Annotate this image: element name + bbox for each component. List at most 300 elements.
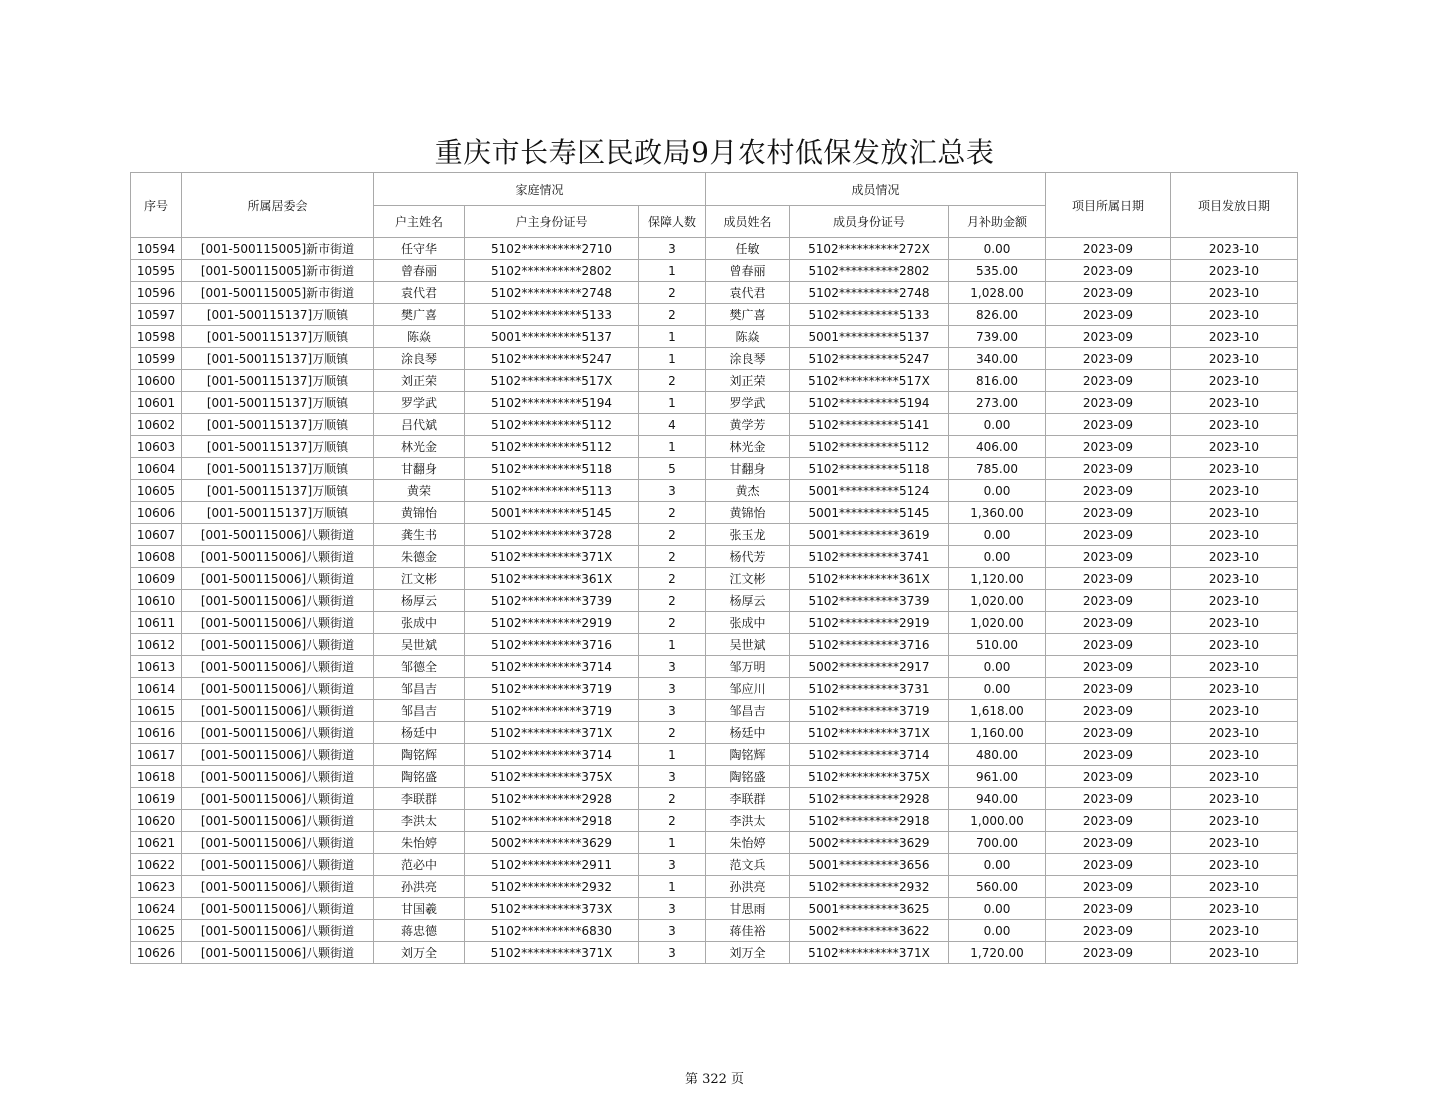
head-name-cell: 刘万全 [374,942,465,964]
committee-cell: [001-500115006]八颗街道 [182,612,374,634]
head-name-cell: 朱德金 [374,546,465,568]
issue-date-cell: 2023-10 [1171,348,1298,370]
issue-date-cell: 2023-10 [1171,568,1298,590]
table-row [131,722,1298,744]
seq-cell: 10602 [131,414,182,436]
member-id-cell: 5102**********272X [790,238,949,260]
seq-cell: 10605 [131,480,182,502]
head-id-cell: 5102**********361X [465,568,639,590]
head-name-cell: 曾春丽 [374,260,465,282]
table-row [131,612,1298,634]
table-row [131,414,1298,436]
committee-cell: [001-500115137]万顺镇 [182,370,374,392]
issue-date-cell: 2023-10 [1171,898,1298,920]
committee-cell: [001-500115006]八颗街道 [182,744,374,766]
member-id-cell: 5102**********2918 [790,810,949,832]
issue-date-cell: 2023-10 [1171,370,1298,392]
issue-date-cell: 2023-10 [1171,238,1298,260]
header-member-id: 成员身份证号 [790,206,949,238]
committee-cell: [001-500115137]万顺镇 [182,392,374,414]
seq-cell: 10607 [131,524,182,546]
member-id-cell: 5002**********3629 [790,832,949,854]
member-name-cell: 李洪太 [706,810,790,832]
head-id-cell: 5102**********3719 [465,678,639,700]
issue-date-cell: 2023-10 [1171,744,1298,766]
member-name-cell: 刘正荣 [706,370,790,392]
seq-cell: 10600 [131,370,182,392]
issue-date-cell: 2023-10 [1171,480,1298,502]
table-row [131,766,1298,788]
head-name-cell: 林光金 [374,436,465,458]
table-row [131,832,1298,854]
head-id-cell: 5102**********375X [465,766,639,788]
member-name-cell: 林光金 [706,436,790,458]
member-name-cell: 黄锦怡 [706,502,790,524]
member-id-cell: 5102**********5118 [790,458,949,480]
head-name-cell: 陶铭盛 [374,766,465,788]
covered-count-cell: 2 [639,524,706,546]
covered-count-cell: 2 [639,810,706,832]
covered-count-cell: 2 [639,612,706,634]
head-id-cell: 5102**********2911 [465,854,639,876]
head-name-cell: 樊广喜 [374,304,465,326]
head-name-cell: 涂良琴 [374,348,465,370]
member-name-cell: 樊广喜 [706,304,790,326]
table-row [131,854,1298,876]
seq-cell: 10614 [131,678,182,700]
head-id-cell: 5102**********517X [465,370,639,392]
member-name-cell: 黄杰 [706,480,790,502]
issue-date-cell: 2023-10 [1171,524,1298,546]
item-date-cell: 2023-09 [1046,854,1171,876]
head-id-cell: 5102**********5133 [465,304,639,326]
covered-count-cell: 2 [639,502,706,524]
monthly-amount-cell: 0.00 [949,480,1046,502]
seq-cell: 10621 [131,832,182,854]
head-id-cell: 5102**********5118 [465,458,639,480]
member-id-cell: 5001**********5137 [790,326,949,348]
committee-cell: [001-500115005]新市街道 [182,238,374,260]
item-date-cell: 2023-09 [1046,370,1171,392]
covered-count-cell: 2 [639,590,706,612]
item-date-cell: 2023-09 [1046,920,1171,942]
monthly-amount-cell: 406.00 [949,436,1046,458]
table-row [131,524,1298,546]
member-name-cell: 杨厚云 [706,590,790,612]
covered-count-cell: 1 [639,260,706,282]
item-date-cell: 2023-09 [1046,392,1171,414]
issue-date-cell: 2023-10 [1171,634,1298,656]
item-date-cell: 2023-09 [1046,612,1171,634]
committee-cell: [001-500115006]八颗街道 [182,722,374,744]
monthly-amount-cell: 535.00 [949,260,1046,282]
head-name-cell: 范必中 [374,854,465,876]
table-row [131,304,1298,326]
member-id-cell: 5102**********3739 [790,590,949,612]
header-member-group: 成员情况 [706,173,1046,206]
head-name-cell: 罗学武 [374,392,465,414]
member-id-cell: 5102**********5194 [790,392,949,414]
header-covered-count: 保障人数 [639,206,706,238]
seq-cell: 10603 [131,436,182,458]
item-date-cell: 2023-09 [1046,898,1171,920]
member-id-cell: 5102**********3719 [790,700,949,722]
committee-cell: [001-500115137]万顺镇 [182,458,374,480]
item-date-cell: 2023-09 [1046,458,1171,480]
monthly-amount-cell: 940.00 [949,788,1046,810]
committee-cell: [001-500115006]八颗街道 [182,634,374,656]
covered-count-cell: 4 [639,414,706,436]
item-date-cell: 2023-09 [1046,590,1171,612]
covered-count-cell: 3 [639,656,706,678]
covered-count-cell: 3 [639,942,706,964]
monthly-amount-cell: 340.00 [949,348,1046,370]
seq-cell: 10609 [131,568,182,590]
monthly-amount-cell: 1,618.00 [949,700,1046,722]
head-name-cell: 吕代斌 [374,414,465,436]
monthly-amount-cell: 826.00 [949,304,1046,326]
item-date-cell: 2023-09 [1046,942,1171,964]
issue-date-cell: 2023-10 [1171,502,1298,524]
covered-count-cell: 1 [639,392,706,414]
monthly-amount-cell: 0.00 [949,546,1046,568]
head-name-cell: 张成中 [374,612,465,634]
head-name-cell: 邹昌吉 [374,678,465,700]
member-id-cell: 5001**********3625 [790,898,949,920]
member-name-cell: 曾春丽 [706,260,790,282]
monthly-amount-cell: 1,000.00 [949,810,1046,832]
table-row [131,876,1298,898]
head-id-cell: 5102**********2748 [465,282,639,304]
header-item-date: 项目所属日期 [1046,173,1171,238]
member-id-cell: 5102**********361X [790,568,949,590]
member-id-cell: 5102**********5112 [790,436,949,458]
head-name-cell: 蒋忠德 [374,920,465,942]
issue-date-cell: 2023-10 [1171,414,1298,436]
committee-cell: [001-500115006]八颗街道 [182,942,374,964]
monthly-amount-cell: 816.00 [949,370,1046,392]
head-name-cell: 吴世斌 [374,634,465,656]
member-id-cell: 5001**********3619 [790,524,949,546]
item-date-cell: 2023-09 [1046,502,1171,524]
committee-cell: [001-500115006]八颗街道 [182,832,374,854]
seq-cell: 10594 [131,238,182,260]
head-id-cell: 5002**********3629 [465,832,639,854]
member-id-cell: 5102**********3741 [790,546,949,568]
head-id-cell: 5102**********2928 [465,788,639,810]
member-name-cell: 张玉龙 [706,524,790,546]
monthly-amount-cell: 0.00 [949,414,1046,436]
table-row [131,700,1298,722]
issue-date-cell: 2023-10 [1171,788,1298,810]
monthly-amount-cell: 0.00 [949,898,1046,920]
committee-cell: [001-500115006]八颗街道 [182,524,374,546]
header-committee: 所属居委会 [182,173,374,238]
item-date-cell: 2023-09 [1046,876,1171,898]
committee-cell: [001-500115006]八颗街道 [182,546,374,568]
committee-cell: [001-500115006]八颗街道 [182,920,374,942]
seq-cell: 10597 [131,304,182,326]
covered-count-cell: 1 [639,876,706,898]
member-name-cell: 范文兵 [706,854,790,876]
issue-date-cell: 2023-10 [1171,590,1298,612]
member-name-cell: 罗学武 [706,392,790,414]
committee-cell: [001-500115006]八颗街道 [182,656,374,678]
item-date-cell: 2023-09 [1046,326,1171,348]
head-name-cell: 袁代君 [374,282,465,304]
head-id-cell: 5001**********5145 [465,502,639,524]
page-number: 第 322 页 [684,1072,745,1087]
member-name-cell: 邹万明 [706,656,790,678]
covered-count-cell: 3 [639,920,706,942]
member-id-cell: 5002**********3622 [790,920,949,942]
covered-count-cell: 1 [639,436,706,458]
item-date-cell: 2023-09 [1046,656,1171,678]
item-date-cell: 2023-09 [1046,546,1171,568]
member-name-cell: 张成中 [706,612,790,634]
table-row [131,678,1298,700]
member-name-cell: 吴世斌 [706,634,790,656]
header-head-name: 户主姓名 [374,206,465,238]
item-date-cell: 2023-09 [1046,810,1171,832]
monthly-amount-cell: 0.00 [949,656,1046,678]
member-id-cell: 5102**********3731 [790,678,949,700]
covered-count-cell: 2 [639,568,706,590]
head-id-cell: 5102**********5113 [465,480,639,502]
table-row [131,920,1298,942]
committee-cell: [001-500115137]万顺镇 [182,436,374,458]
monthly-amount-cell: 510.00 [949,634,1046,656]
committee-cell: [001-500115005]新市街道 [182,282,374,304]
member-id-cell: 5102**********5247 [790,348,949,370]
head-id-cell: 5102**********5112 [465,414,639,436]
table-row [131,282,1298,304]
member-id-cell: 5001**********3656 [790,854,949,876]
monthly-amount-cell: 480.00 [949,744,1046,766]
committee-cell: [001-500115006]八颗街道 [182,766,374,788]
head-id-cell: 5102**********5112 [465,436,639,458]
committee-cell: [001-500115006]八颗街道 [182,568,374,590]
covered-count-cell: 2 [639,282,706,304]
member-name-cell: 任敏 [706,238,790,260]
committee-cell: [001-500115005]新市街道 [182,260,374,282]
monthly-amount-cell: 700.00 [949,832,1046,854]
issue-date-cell: 2023-10 [1171,700,1298,722]
member-id-cell: 5102**********5133 [790,304,949,326]
issue-date-cell: 2023-10 [1171,326,1298,348]
head-id-cell: 5102**********3728 [465,524,639,546]
table-row [131,810,1298,832]
covered-count-cell: 3 [639,700,706,722]
header-family-group: 家庭情况 [374,173,706,206]
table-row [131,656,1298,678]
table-row [131,480,1298,502]
member-name-cell: 甘思雨 [706,898,790,920]
committee-cell: [001-500115006]八颗街道 [182,590,374,612]
covered-count-cell: 3 [639,766,706,788]
head-id-cell: 5102**********3716 [465,634,639,656]
member-id-cell: 5102**********517X [790,370,949,392]
seq-cell: 10623 [131,876,182,898]
head-name-cell: 甘翻身 [374,458,465,480]
item-date-cell: 2023-09 [1046,788,1171,810]
committee-cell: [001-500115006]八颗街道 [182,876,374,898]
table-row [131,568,1298,590]
monthly-amount-cell: 560.00 [949,876,1046,898]
committee-cell: [001-500115006]八颗街道 [182,678,374,700]
head-id-cell: 5102**********2918 [465,810,639,832]
seq-cell: 10604 [131,458,182,480]
member-name-cell: 袁代君 [706,282,790,304]
member-id-cell: 5102**********2802 [790,260,949,282]
member-id-cell: 5001**********5124 [790,480,949,502]
covered-count-cell: 2 [639,722,706,744]
table-row [131,942,1298,964]
issue-date-cell: 2023-10 [1171,832,1298,854]
member-id-cell: 5102**********2928 [790,788,949,810]
monthly-amount-cell: 961.00 [949,766,1046,788]
head-id-cell: 5102**********3719 [465,700,639,722]
relief-summary-table [130,172,1298,964]
monthly-amount-cell: 1,360.00 [949,502,1046,524]
head-id-cell: 5102**********5194 [465,392,639,414]
head-name-cell: 李洪太 [374,810,465,832]
committee-cell: [001-500115137]万顺镇 [182,326,374,348]
issue-date-cell: 2023-10 [1171,656,1298,678]
head-id-cell: 5102**********371X [465,942,639,964]
monthly-amount-cell: 0.00 [949,238,1046,260]
seq-cell: 10625 [131,920,182,942]
head-id-cell: 5102**********3714 [465,656,639,678]
item-date-cell: 2023-09 [1046,282,1171,304]
item-date-cell: 2023-09 [1046,766,1171,788]
item-date-cell: 2023-09 [1046,568,1171,590]
committee-cell: [001-500115006]八颗街道 [182,854,374,876]
item-date-cell: 2023-09 [1046,304,1171,326]
member-id-cell: 5102**********3714 [790,744,949,766]
table-row [131,502,1298,524]
covered-count-cell: 2 [639,370,706,392]
head-name-cell: 杨廷中 [374,722,465,744]
member-name-cell: 邹应川 [706,678,790,700]
covered-count-cell: 3 [639,898,706,920]
item-date-cell: 2023-09 [1046,348,1171,370]
monthly-amount-cell: 1,120.00 [949,568,1046,590]
head-name-cell: 黄荣 [374,480,465,502]
covered-count-cell: 1 [639,744,706,766]
table-row [131,898,1298,920]
member-id-cell: 5102**********2748 [790,282,949,304]
head-id-cell: 5102**********3739 [465,590,639,612]
monthly-amount-cell: 273.00 [949,392,1046,414]
seq-cell: 10620 [131,810,182,832]
head-name-cell: 杨厚云 [374,590,465,612]
table-header [131,173,1298,238]
member-id-cell: 5102**********2919 [790,612,949,634]
table-row [131,348,1298,370]
member-name-cell: 孙洪亮 [706,876,790,898]
item-date-cell: 2023-09 [1046,678,1171,700]
table-row [131,546,1298,568]
monthly-amount-cell: 0.00 [949,920,1046,942]
member-name-cell: 涂良琴 [706,348,790,370]
head-name-cell: 黄锦怡 [374,502,465,524]
seq-cell: 10615 [131,700,182,722]
head-id-cell: 5102**********6830 [465,920,639,942]
covered-count-cell: 2 [639,304,706,326]
member-id-cell: 5002**********2917 [790,656,949,678]
member-name-cell: 朱怡婷 [706,832,790,854]
monthly-amount-cell: 739.00 [949,326,1046,348]
head-name-cell: 刘正荣 [374,370,465,392]
item-date-cell: 2023-09 [1046,744,1171,766]
seq-cell: 10624 [131,898,182,920]
member-id-cell: 5102**********371X [790,942,949,964]
committee-cell: [001-500115006]八颗街道 [182,788,374,810]
covered-count-cell: 3 [639,480,706,502]
monthly-amount-cell: 0.00 [949,524,1046,546]
head-name-cell: 邹德全 [374,656,465,678]
member-name-cell: 江文彬 [706,568,790,590]
table-row [131,238,1298,260]
seq-cell: 10619 [131,788,182,810]
member-name-cell: 陶铭盛 [706,766,790,788]
item-date-cell: 2023-09 [1046,722,1171,744]
issue-date-cell: 2023-10 [1171,458,1298,480]
member-name-cell: 黄学芳 [706,414,790,436]
covered-count-cell: 5 [639,458,706,480]
head-name-cell: 任守华 [374,238,465,260]
issue-date-cell: 2023-10 [1171,722,1298,744]
table-row [131,590,1298,612]
head-name-cell: 龚生书 [374,524,465,546]
seq-cell: 10606 [131,502,182,524]
covered-count-cell: 3 [639,678,706,700]
monthly-amount-cell: 1,020.00 [949,612,1046,634]
member-name-cell: 蒋佳裕 [706,920,790,942]
seq-cell: 10617 [131,744,182,766]
committee-cell: [001-500115137]万顺镇 [182,414,374,436]
member-name-cell: 陶铭辉 [706,744,790,766]
table-row [131,370,1298,392]
covered-count-cell: 1 [639,348,706,370]
table-row [131,634,1298,656]
table-row [131,788,1298,810]
covered-count-cell: 1 [639,634,706,656]
member-name-cell: 杨代芳 [706,546,790,568]
seq-cell: 10595 [131,260,182,282]
issue-date-cell: 2023-10 [1171,392,1298,414]
seq-cell: 10596 [131,282,182,304]
issue-date-cell: 2023-10 [1171,678,1298,700]
monthly-amount-cell: 785.00 [949,458,1046,480]
item-date-cell: 2023-09 [1046,700,1171,722]
seq-cell: 10599 [131,348,182,370]
issue-date-cell: 2023-10 [1171,854,1298,876]
seq-cell: 10608 [131,546,182,568]
seq-cell: 10598 [131,326,182,348]
seq-cell: 10612 [131,634,182,656]
page-title: 重庆市长寿区民政局9月农村低保发放汇总表 [434,136,995,169]
header-head-id: 户主身份证号 [465,206,639,238]
head-id-cell: 5102**********373X [465,898,639,920]
member-id-cell: 5102**********2932 [790,876,949,898]
seq-cell: 10626 [131,942,182,964]
member-name-cell: 刘万全 [706,942,790,964]
member-name-cell: 甘翻身 [706,458,790,480]
header-seq: 序号 [131,173,182,238]
seq-cell: 10616 [131,722,182,744]
